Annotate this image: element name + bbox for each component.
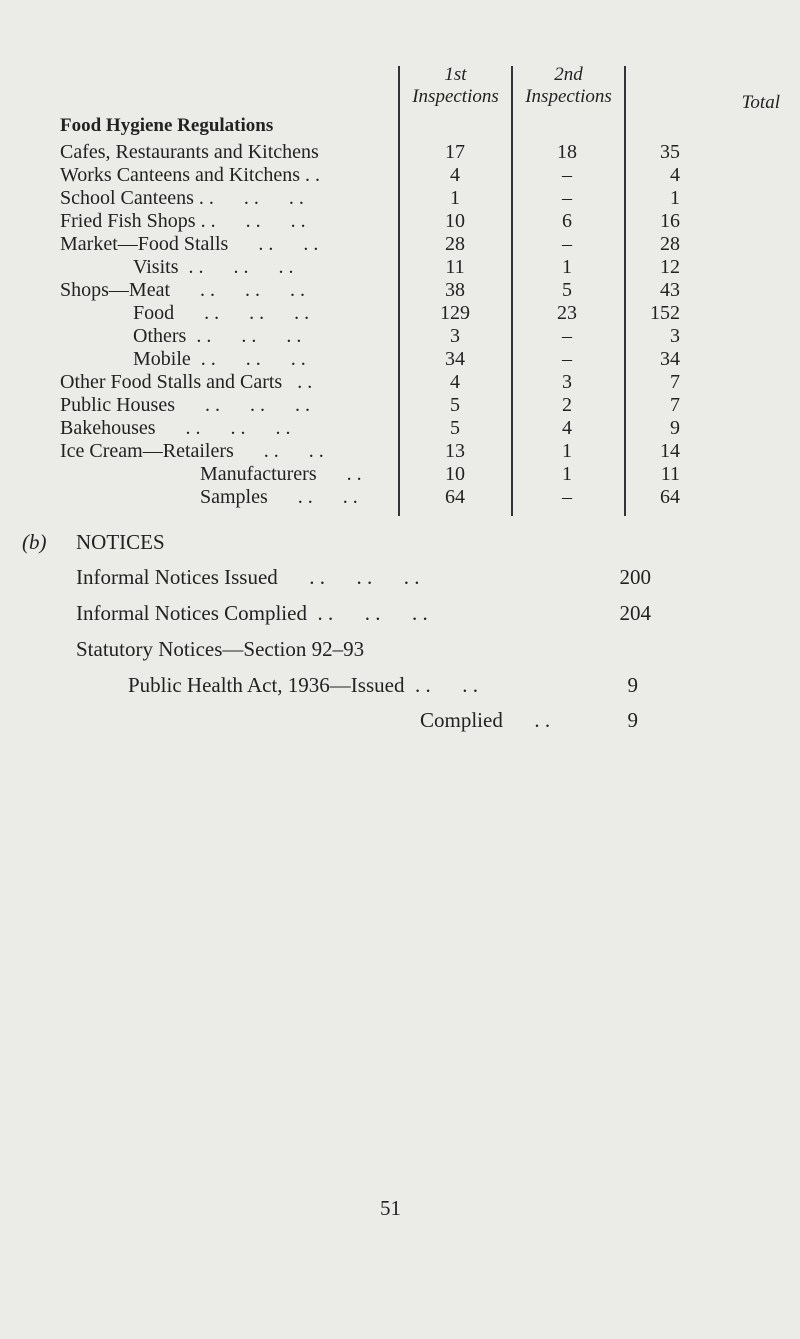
table-cell-first: 4 — [450, 371, 460, 393]
table-cell-second: 5 — [562, 279, 572, 301]
header-first-line1: 1st — [444, 64, 467, 85]
table-row-label: Bakehouses . . . . . . — [60, 417, 291, 439]
header-first-line2: Inspections — [412, 86, 499, 107]
table-cell-second: 23 — [557, 302, 577, 324]
header-first-inspections — [398, 64, 513, 108]
table-cell-second: 6 — [562, 210, 572, 232]
table-cell-second: – — [562, 164, 572, 186]
table-cell-total: 4 — [670, 164, 680, 186]
table-cell-second: 2 — [562, 394, 572, 416]
table-row-label: Manufacturers . . — [200, 463, 362, 485]
notice-line-value: 200 — [619, 565, 651, 589]
table-cell-first: 5 — [450, 394, 460, 416]
table-row-label: Ice Cream—Retailers . . . . — [60, 440, 324, 462]
table-cell-total: 7 — [670, 371, 680, 393]
table-cell-second: – — [562, 348, 572, 370]
table-cell-second: – — [562, 486, 572, 508]
table-cell-total: 9 — [670, 417, 680, 439]
table-row-label: Fried Fish Shops . . . . . . — [60, 210, 306, 232]
table-cell-total: 43 — [660, 279, 680, 301]
table-cell-total: 34 — [660, 348, 680, 370]
table-cell-first: 17 — [445, 141, 465, 163]
table-cell-second: 18 — [557, 141, 577, 163]
table-cell-second: 1 — [562, 440, 572, 462]
notice-line-label: Informal Notices Issued . . . . . . — [76, 565, 420, 589]
table-cell-second: 4 — [562, 417, 572, 439]
table-cell-first: 5 — [450, 417, 460, 439]
table-row-label: Visits . . . . . . — [133, 256, 294, 278]
notices-marker: (b) — [22, 530, 47, 554]
table-row-label: Cafes, Restaurants and Kitchens — [60, 141, 319, 163]
table-cell-total: 64 — [660, 486, 680, 508]
table-row-label: Others . . . . . . — [133, 325, 302, 347]
table-cell-first: 10 — [445, 463, 465, 485]
table-cell-total: 1 — [670, 187, 680, 209]
table-cell-first: 3 — [450, 325, 460, 347]
header-second-line2: Inspections — [525, 86, 612, 107]
table-cell-first: 1 — [450, 187, 460, 209]
table-cell-first: 4 — [450, 164, 460, 186]
table-row-label: Shops—Meat . . . . . . — [60, 279, 305, 301]
table-cell-first: 34 — [445, 348, 465, 370]
table-cell-first: 38 — [445, 279, 465, 301]
table-row-label: Public Houses . . . . . . — [60, 394, 310, 416]
column-divider-2 — [511, 66, 513, 516]
table-row-label: School Canteens . . . . . . — [60, 187, 304, 209]
table-cell-total: 14 — [660, 440, 680, 462]
table-cell-total: 3 — [670, 325, 680, 347]
table-cell-second: – — [562, 325, 572, 347]
notice-line-label: Statutory Notices—Section 92–93 — [76, 637, 365, 661]
notice-line-label: Informal Notices Complied . . . . . . — [76, 601, 428, 625]
table-row-label: Works Canteens and Kitchens . . — [60, 164, 320, 186]
table-title: Food Hygiene Regulations — [60, 115, 274, 136]
table-cell-total: 16 — [660, 210, 680, 232]
table-row-label: Mobile . . . . . . — [133, 348, 306, 370]
table-cell-total: 7 — [670, 394, 680, 416]
table-row-label: Samples . . . . — [200, 486, 358, 508]
table-cell-second: 1 — [562, 463, 572, 485]
notice-line-value: 204 — [619, 601, 651, 625]
notice-line-value: 9 — [627, 673, 638, 697]
header-total: Total — [741, 92, 780, 113]
header-second-inspections — [511, 64, 626, 108]
notices-heading: NOTICES — [76, 530, 165, 554]
notice-line-value: 9 — [627, 708, 638, 732]
header-second-line1: 2nd — [554, 64, 583, 85]
table-cell-second: 3 — [562, 371, 572, 393]
table-cell-first: 10 — [445, 210, 465, 232]
table-cell-first: 11 — [445, 256, 465, 278]
table-row-label: Food . . . . . . — [133, 302, 310, 324]
page-number: 51 — [380, 1196, 401, 1220]
table-row-label: Other Food Stalls and Carts . . — [60, 371, 313, 393]
table-cell-total: 35 — [660, 141, 680, 163]
table-cell-first: 28 — [445, 233, 465, 255]
table-cell-total: 11 — [660, 463, 680, 485]
table-cell-second: 1 — [562, 256, 572, 278]
column-divider-1 — [398, 66, 400, 516]
table-cell-second: – — [562, 233, 572, 255]
table-cell-first: 129 — [440, 302, 470, 324]
table-cell-second: – — [562, 187, 572, 209]
notice-line-label: Complied . . — [420, 708, 551, 732]
table-cell-total: 12 — [660, 256, 680, 278]
table-cell-total: 28 — [660, 233, 680, 255]
table-cell-first: 13 — [445, 440, 465, 462]
table-cell-total: 152 — [650, 302, 680, 324]
notice-line-label: Public Health Act, 1936—Issued . . . . — [128, 673, 478, 697]
table-cell-first: 64 — [445, 486, 465, 508]
table-row-label: Market—Food Stalls . . . . — [60, 233, 319, 255]
